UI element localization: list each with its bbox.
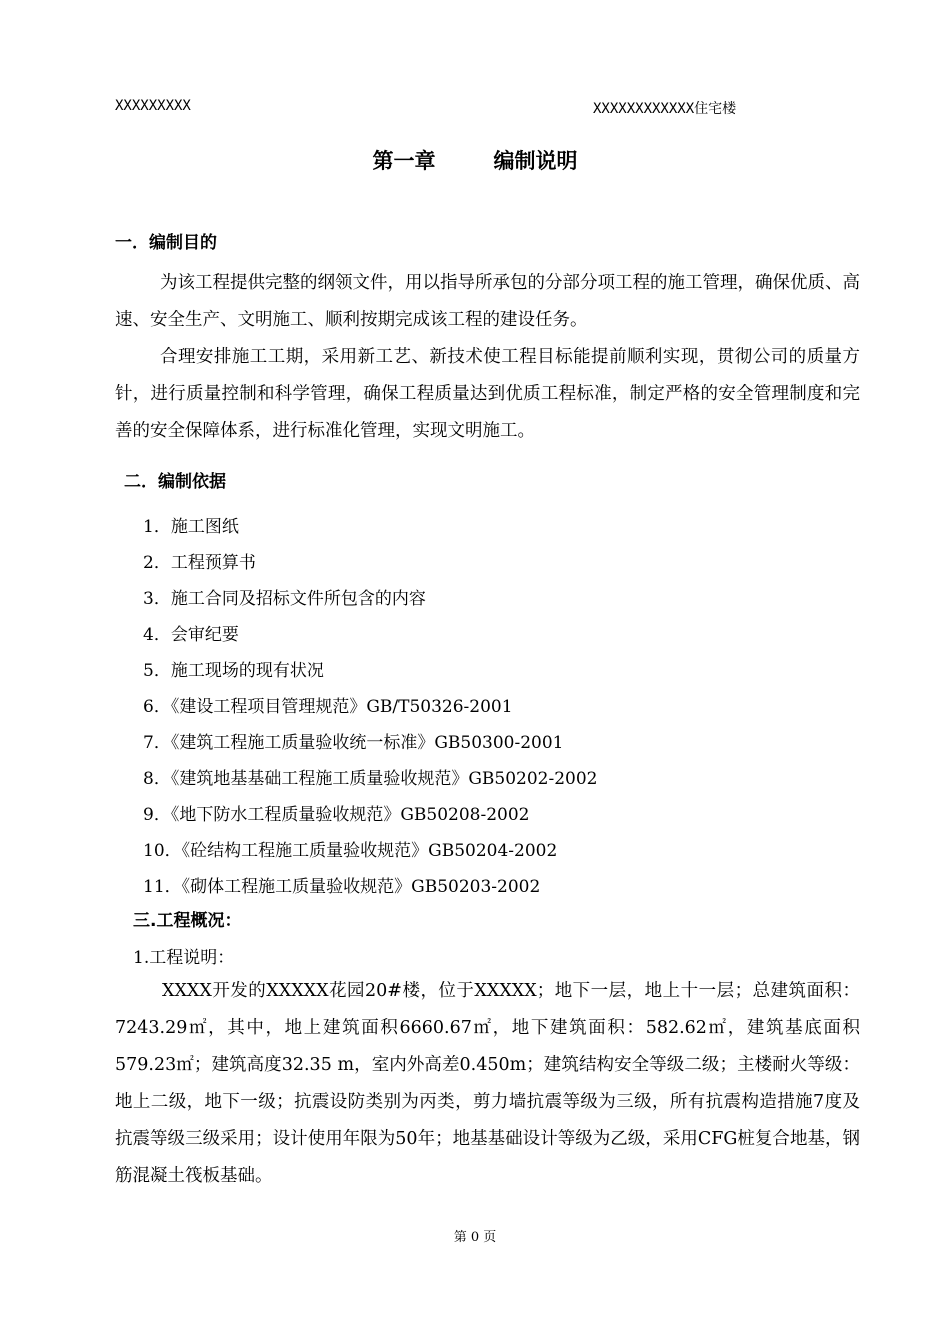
section1-paragraph-2: 合理安排施工工期，采用新工艺、新技术使工程目标能提前顺利实现，贯彻公司的质量方针，进行质量控制和科学管理，确保工程质量达到优质工程标准，制定严格的安全管理制度和完善的安全保障体系，进行标准化管理，实现文明施工。 [115, 347, 860, 441]
chapter-name: 编制说明 [493, 149, 578, 173]
list-item: 8．《建筑地基基础工程施工质量验收规范》GB50202-2002 [143, 769, 598, 789]
section1-paragraph-1: 为该工程提供完整的纲领文件，用以指导所承包的分部分项工程的施工管理，确保优质、高速、安全生产、文明施工、顺利按期完成该工程的建设任务。 [115, 273, 860, 330]
list-item: 11．《砌体工程施工质量验收规范》GB50203-2002 [143, 877, 541, 897]
list-item: 3．施工合同及招标文件所包含的内容 [143, 589, 426, 609]
list-item: 7．《建筑工程施工质量验收统一标准》GB50300-2001 [143, 733, 564, 753]
list-item: 9．《地下防水工程质量验收规范》GB50208-2002 [143, 805, 530, 825]
list-item: 2．工程预算书 [143, 553, 256, 573]
header-left: XXXXXXXXX [115, 98, 191, 114]
list-item: 5．施工现场的现有状况 [143, 661, 324, 681]
header-right-code: XXXXXXXXXXXX [593, 101, 695, 117]
section2-heading: 二．编制依据 [124, 472, 226, 492]
section3-paragraph: XXXX开发的XXXXX花园20#楼，位于XXXXX；地下一层，地上十一层；总建筑面积：7243.29㎡，其中，地上建筑面积6660.67㎡，地下建筑面积：582.62㎡，建筑基底面积579.23㎡；建筑高度32.35 m，室内外高差0.450m；建筑结构安全等级二级；主楼耐火等级：地上二级，地下一级；抗震设防类别为丙类，剪力墙抗震等级为三级，所有抗震构造措施7度及抗震等级三级采用；设计使用年限为50年；地基基础设计等级为乙级，采用CFG桩复合地基，钢筋混凝土筏板基础。 [115, 981, 860, 1186]
chapter-title [0, 145, 950, 175]
page-number: 第 0 页 [453, 1230, 497, 1245]
list-item: 1．施工图纸 [143, 517, 239, 537]
section3-subheading: 1.工程说明： [133, 948, 235, 968]
list-item: 6．《建设工程项目管理规范》GB/T50326-2001 [143, 697, 513, 717]
chapter-number: 第一章 [372, 149, 436, 173]
section3-heading: 三.工程概况： [133, 911, 242, 931]
section1-heading: 一．编制目的 [115, 233, 217, 253]
list-item: 4．会审纪要 [143, 625, 239, 645]
list-item: 10．《砼结构工程施工质量验收规范》GB50204-2002 [143, 841, 558, 861]
header-right-suffix: 住宅楼 [694, 101, 737, 117]
header-right [593, 98, 736, 118]
